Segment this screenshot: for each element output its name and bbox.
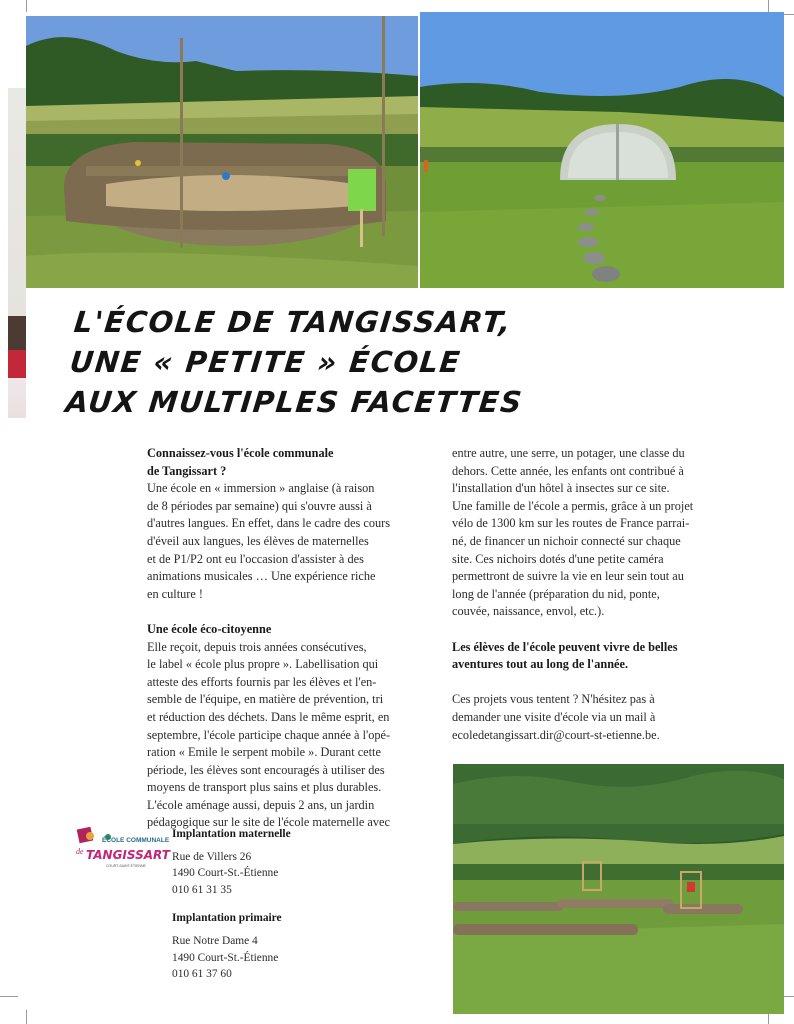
eco-line: pédagogique sur le site de l'école maternelle avec	[147, 815, 390, 830]
article-headline	[64, 302, 637, 422]
eco-heading: Une école éco-citoyenne	[147, 621, 272, 636]
continuation-line: dehors. Cette année, les enfants ont contribué à	[452, 463, 684, 478]
logo-line-4: COURT-SAINT-ÉTIENNE	[106, 864, 146, 868]
eco-line: semble de l'équipe, en matière de prévention, tri	[147, 692, 384, 707]
facing-page-bleed	[8, 88, 26, 418]
intro-line: animations musicales … Une expérience riche	[147, 569, 376, 584]
eco-line: Elle reçoit, depuis trois années consécutives,	[147, 639, 367, 654]
continuation-line: né, de financer un nichoir connecté sur chaque	[452, 533, 681, 548]
headline-line-3: AUX MULTIPLES FACETTES	[64, 385, 525, 419]
address-phone: 010 61 37 60	[172, 968, 232, 981]
continuation-line: couvée, naissance, envol, etc.).	[452, 604, 605, 619]
eco-line: et réduction des déchets. Dans le même esprit, en	[147, 709, 390, 724]
logo-line-3: TANGISSART	[86, 848, 170, 862]
cta-line: demander une visite d'école via un mail à	[452, 709, 656, 724]
continuation-line: site. Ces nichoirs dotés d'une petite caméra	[452, 551, 664, 566]
highlight-line-2: aventures tout au long de l'année.	[452, 657, 629, 672]
intro-line: et de P1/P2 ont eu l'occasion d'assister à des	[147, 551, 364, 566]
continuation-line: vélo de 1300 km sur les routes de France parrai-	[452, 516, 690, 531]
photo-garden-logs	[453, 764, 784, 1014]
eco-line: septembre, l'école participe chaque année à l'opé-	[147, 727, 391, 742]
address-title: Implantation primaire	[172, 912, 282, 925]
intro-line: d'éveil aux langues, les élèves de maternelles	[147, 533, 369, 548]
photo-greenhouse	[420, 12, 784, 288]
address-street: Rue Notre Dame 4	[172, 934, 258, 947]
continuation-line: permettront de suivre la vie en leur sein tout au	[452, 569, 684, 584]
intro-line: Une école en « immersion » anglaise (à raison	[147, 481, 375, 496]
address-maternelle	[172, 826, 372, 898]
cta-line: Ces projets vous tentent ? N'hésitez pas à	[452, 692, 655, 707]
eco-line: moyens de transport plus sains et plus durables.	[147, 780, 382, 795]
continuation-line: l'installation d'un hôtel à insectes sur ce site.	[452, 481, 670, 496]
article-column-2	[452, 445, 724, 744]
photo-wicker-enclosure	[26, 16, 418, 288]
crop-mark-bottom-left	[26, 1010, 27, 1024]
continuation-line: long de l'année (préparation du nid, ponte,	[452, 586, 660, 601]
logo-line-1: ÉCOLE COMMUNALE	[102, 837, 170, 844]
eco-line: période, les élèves sont encouragés à utiliser des	[147, 762, 385, 777]
intro-heading-line-2: de Tangissart ?	[147, 463, 227, 478]
article-column-1	[147, 445, 417, 832]
headline-line-1: L'ÉCOLE DE TANGISSART,	[72, 305, 514, 339]
address-city: 1490 Court-St.-Étienne	[172, 867, 279, 880]
crop-mark-bottom-left-h	[0, 996, 18, 997]
eco-line: L'école aménage aussi, depuis 2 ans, un jardin	[147, 797, 375, 812]
intro-line: de 8 périodes par semaine) qui s'ouvre aussi à	[147, 498, 372, 513]
address-city: 1490 Court-St.-Étienne	[172, 951, 279, 964]
address-primaire	[172, 910, 372, 982]
eco-line: ration « Emile le serpent mobile ». Durant cette	[147, 745, 381, 760]
school-logo	[72, 826, 170, 874]
continuation-line: Une famille de l'école a permis, grâce à un projet	[452, 498, 694, 513]
eco-line: le label « école plus propre ». Labellisation qui	[147, 657, 379, 672]
highlight-line-1: Les élèves de l'école peuvent vivre de belles	[452, 639, 678, 654]
cta-email[interactable]: ecoledetangissart.dir@court-st-etienne.be.	[452, 727, 660, 742]
address-phone: 010 61 31 35	[172, 883, 232, 896]
continuation-line: entre autre, une serre, un potager, une classe du	[452, 446, 685, 460]
school-addresses	[172, 826, 372, 995]
eco-line: atteste des efforts fournis par les élèves et l'en-	[147, 674, 377, 689]
crop-mark-top-left	[26, 0, 27, 12]
headline-line-2: UNE « PETITE » ÉCOLE	[68, 345, 463, 379]
address-street: Rue de Villers 26	[172, 850, 252, 863]
address-title: Implantation maternelle	[172, 828, 291, 840]
crop-mark-top-right	[768, 0, 769, 12]
intro-heading-line-1: Connaissez-vous l'école communale	[147, 446, 334, 460]
intro-line: en culture !	[147, 586, 203, 601]
logo-line-2: de	[76, 847, 84, 856]
intro-line: d'autres langues. En effet, dans le cadre des cours	[147, 516, 391, 531]
